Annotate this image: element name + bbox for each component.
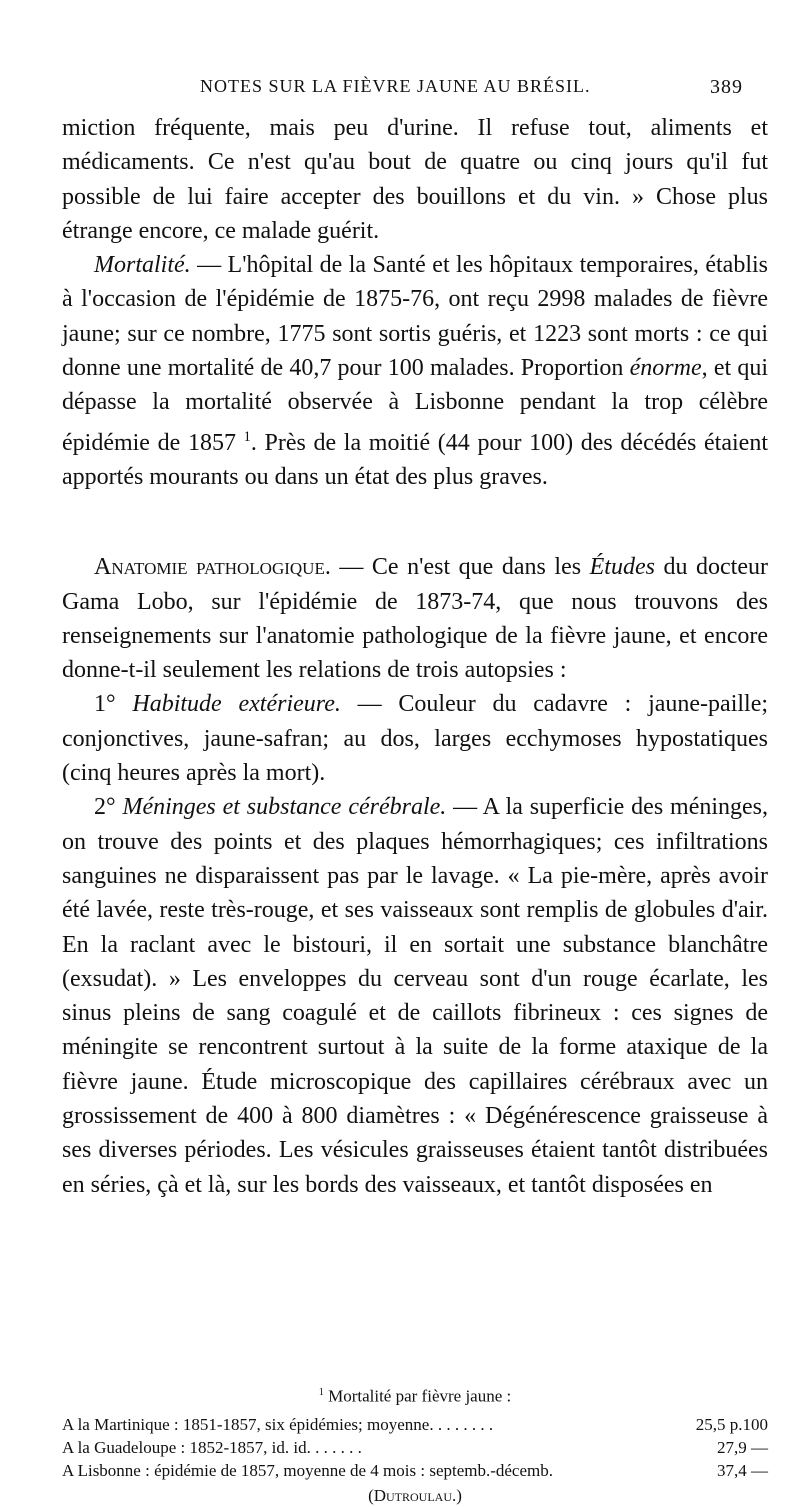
footnote-row: [62, 1437, 768, 1460]
mortalite-emphasis: énorme: [629, 355, 702, 382]
paragraph-continuation: miction fréquente, mais peu d'urine. Il refuse tout, aliments et médicaments. Ce n'est qu'au bout de quatre ou cinq jours qu'il fut possible de lui faire accepter des bouillons et du vin. » Chose plus étrange encore, ce malade guérit.: [62, 115, 768, 244]
running-header: [0, 72, 800, 102]
anatomie-emphasis: Études: [589, 554, 655, 581]
heading-habitude: Habitude extérieure.: [132, 691, 341, 718]
mortalite-text-b: , et qui dépasse la mortalité observée à Lisbonne pendant la trop célèbre épidémie de 1857: [62, 355, 768, 456]
mortalite-text-a: — L'hôpital de la Santé et les hôpitaux temporaires, établis à l'occasion de l'épidémie de 1875-76, ont reçu 2998 malades de fièvre jaune; sur ce nombre, 1775 sont sortis guéris, et 1223 sont morts : ce qui donne une mortalité de 40,7 pour 100 malades. Proportion: [62, 252, 768, 382]
habitude-text: — Couleur du cadavre : jaune-paille; conjonctives, jaune-safran; au dos, larges ecchymoses hypostatiques (cinq heures après la mort).: [62, 691, 769, 787]
footnote-row: [62, 1460, 768, 1483]
heading-anatomie: Anatomie pathologique.: [94, 554, 331, 581]
footnote-intro: [62, 1382, 768, 1408]
signature-name: Dutroulau.: [373, 1485, 457, 1505]
paragraph-habitude: [62, 687, 768, 790]
item-number-2: 2°: [94, 794, 116, 821]
page-number: 389: [710, 76, 743, 98]
footnote-signature: (Dutroulau.): [368, 1485, 462, 1505]
footnote-row-label: A la Guadeloupe : 1852-1857, id. id. . . . . . .: [62, 1437, 362, 1457]
heading-meninges: Méninges et substance cérébrale.: [122, 794, 447, 821]
footnote-row-value: 37,4 —: [717, 1460, 768, 1480]
section-gap: [62, 494, 768, 550]
heading-mortalite: Mortalité.: [94, 252, 191, 279]
meninges-text: — A la superficie des méninges, on trouve des points et des plaques hémorrhagiques; ces infiltrations sanguines ne disparaissent pas par le lavage. « La pie-mère, après avoir été lavée, reste très-rouge, et ses vaisseaux sont remplis de globules d'air. En la raclant avec le bistouri, il en sortait une substance blanchâtre (exsudat). » Les enveloppes du cerveau sont d'un rouge écarlate, les sinus pleins de sang coagulé et de caillots fibrineux : ces signes de méningite se rencontrent surtout à la suite de la forme ataxique de la fièvre jaune. Étude microscopique des capillaires cérébraux avec un grossissement de 400 à 800 diamètres : « Dégénérescence graisseuse à ses diverses périodes. Les vésicules graisseuses étaient tantôt distribuées en séries, çà et là, sur les bords des vaisseaux, et tantôt disposées en: [62, 794, 769, 1198]
footnote-row-label: A la Martinique : 1851-1857, six épidémies; moyenne. . . . . . . .: [62, 1414, 494, 1434]
footnote-row-value: 25,5 p.100: [695, 1414, 768, 1434]
anatomie-text-a: — Ce n'est que dans les: [330, 554, 590, 581]
paragraph-mortalite: [62, 248, 768, 494]
paragraph-meninges: [62, 790, 768, 1202]
footnote-mark: 1: [318, 1387, 324, 1398]
footnote-intro-text: Mortalité par fièvre jaune :: [323, 1386, 512, 1406]
paragraph-anatomie: [62, 550, 768, 687]
footnote: [62, 1382, 768, 1507]
footnote-row-value: 27,9 —: [717, 1437, 768, 1457]
anatomie-text-b: du docteur Gama Lobo, sur l'épidémie de 1873-74, que nous trouvons des renseignements sur l'anatomie pathologique de la fièvre jaune, et encore donne-t-il seulement les relations de trois autopsies :: [62, 554, 768, 684]
main-text: [62, 111, 768, 1202]
mortalite-text-c: . Près de la moitié (44 pour 100) des décédés étaient apportés mourants ou dans un état des plus graves.: [62, 429, 768, 490]
footnote-row: [62, 1414, 768, 1437]
running-title: NOTES SUR LA FIÈVRE JAUNE AU BRÉSIL.: [200, 76, 591, 96]
footnote-reference: 1: [243, 428, 251, 445]
footnote-row-label: A Lisbonne : épidémie de 1857, moyenne de 4 mois : septemb.-décemb.: [62, 1460, 553, 1480]
item-number-1: 1°: [94, 691, 116, 718]
